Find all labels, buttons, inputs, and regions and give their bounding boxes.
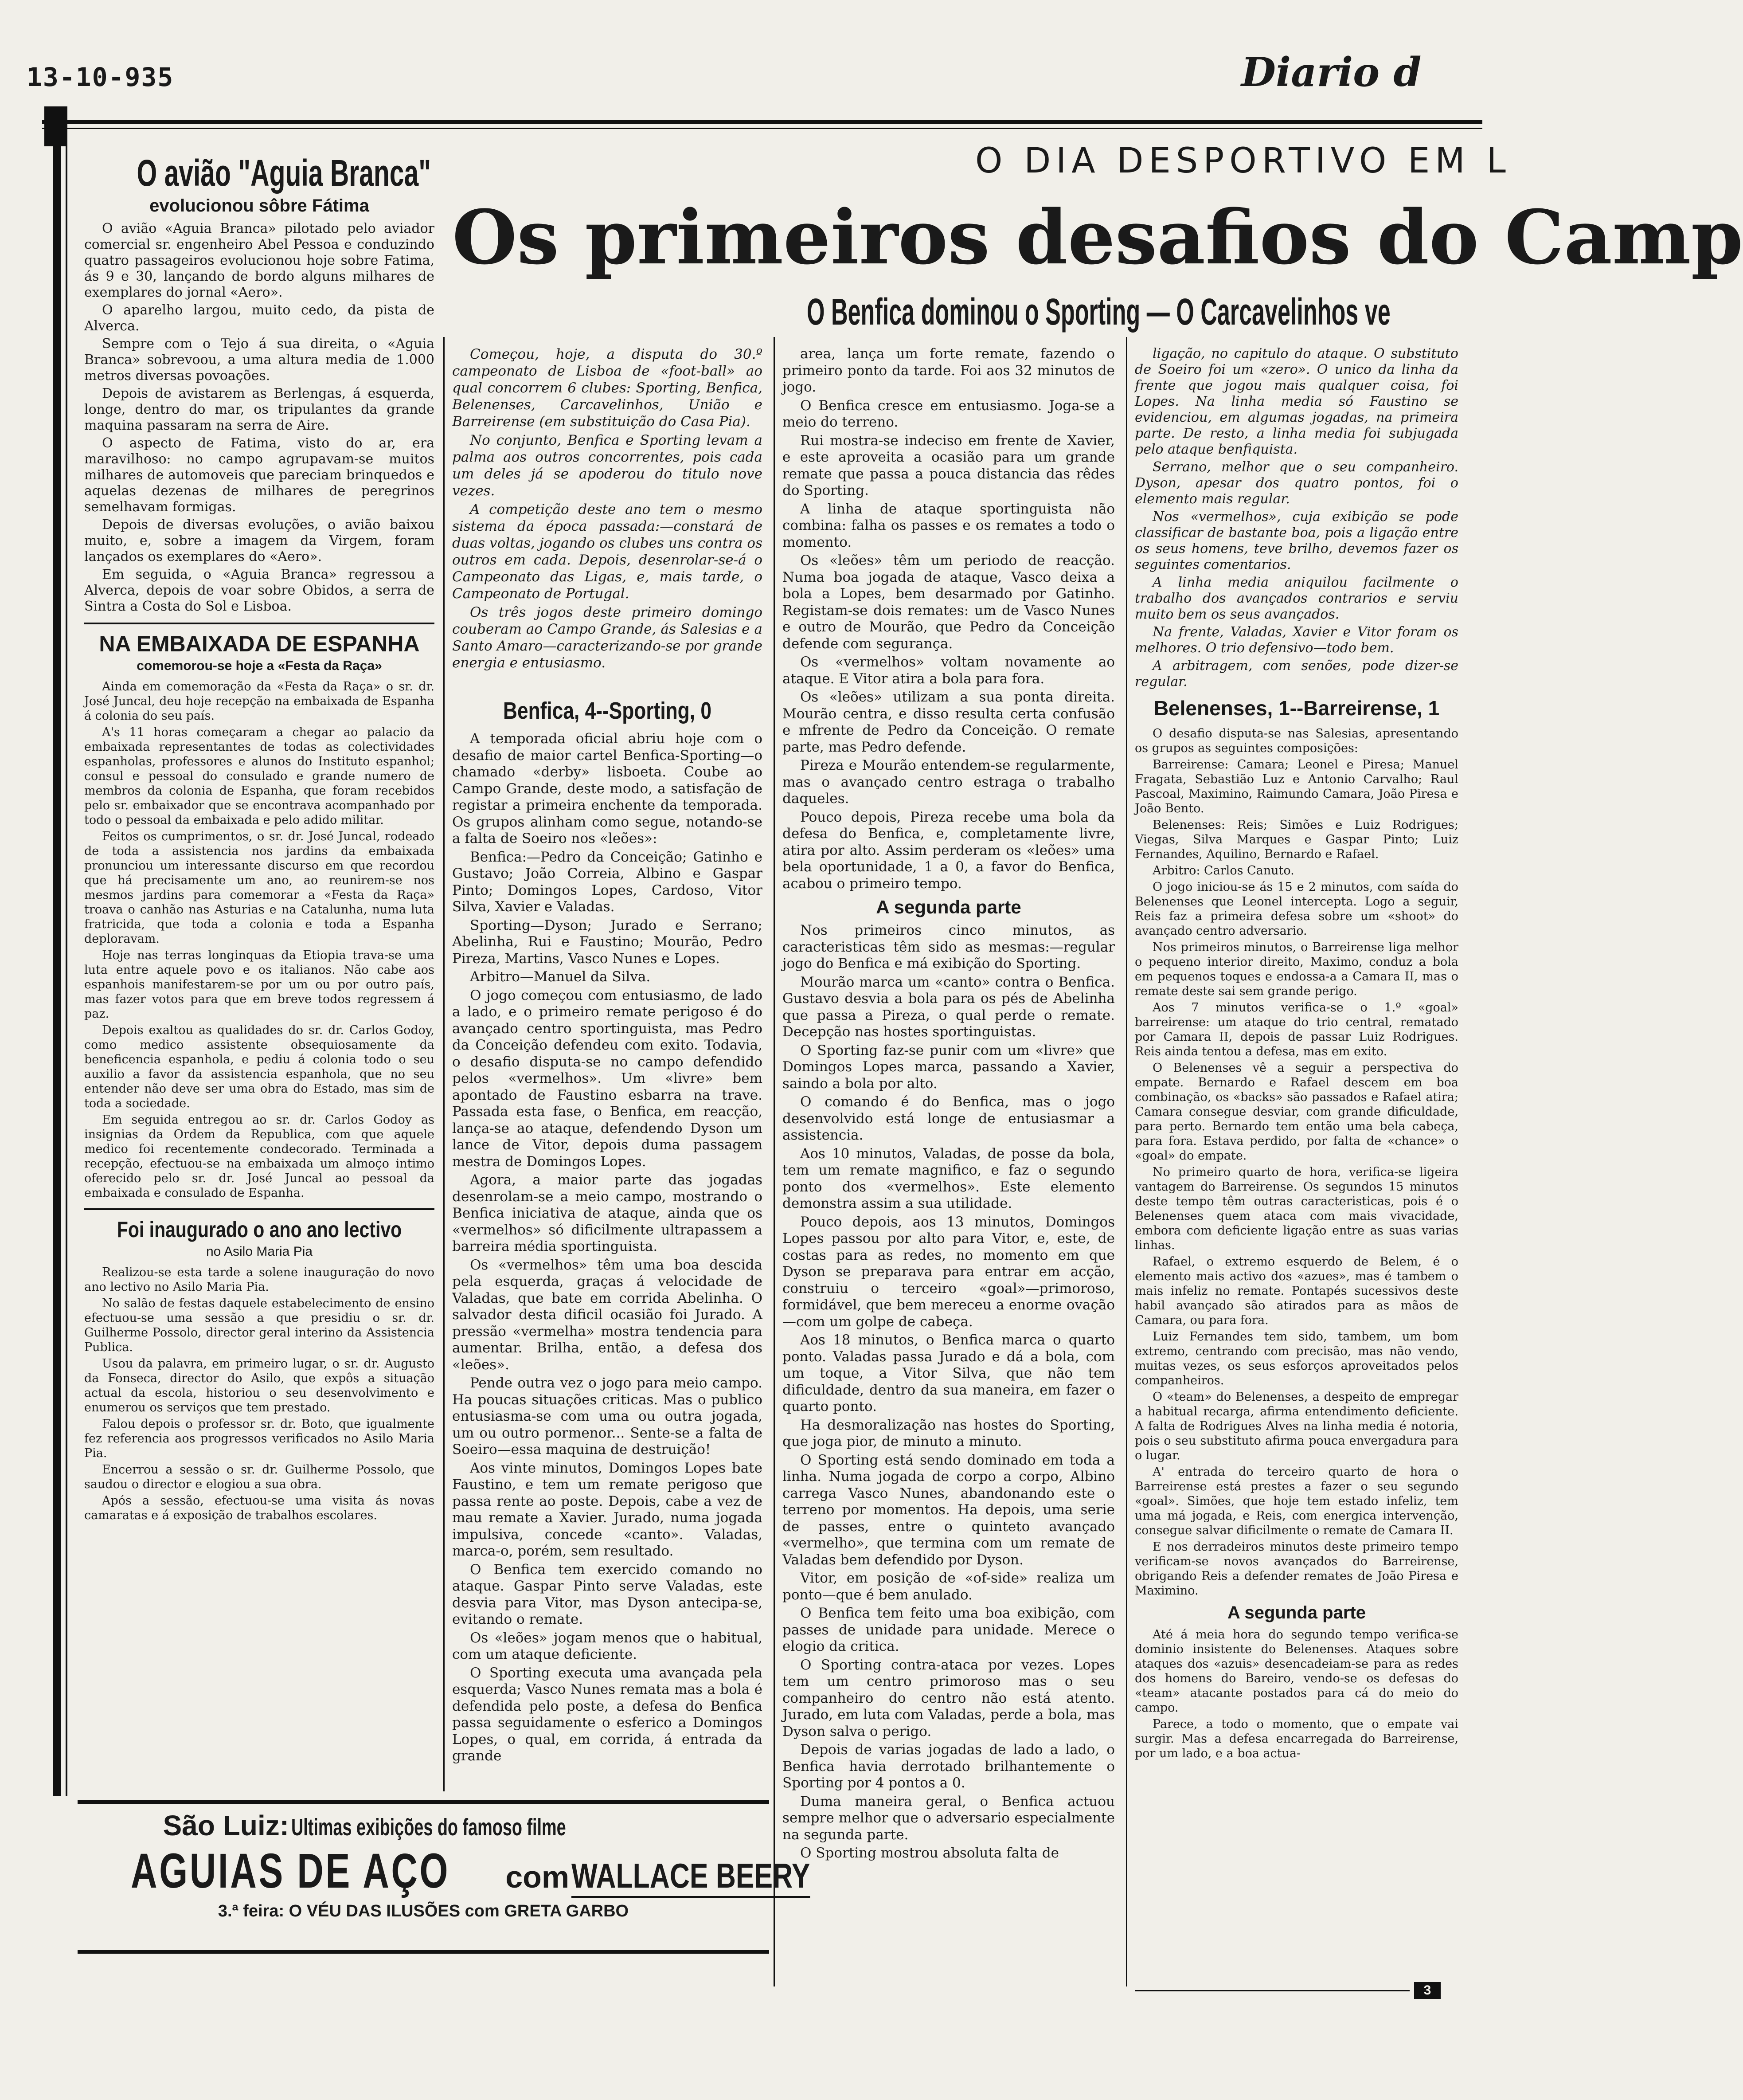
paragraph: Sporting—Dyson; Jurado e Serrano; Abelinha, Rui e Faustino; Mourão, Pedro Pireza, Martins, Vasco Nunes e Lopes. xyxy=(452,917,762,967)
paragraph: Pende outra vez o jogo para meio campo. Ha poucas situações criticas. Mas o publico entusiasma-se com uma ou outra jogada, um ou outro pormenor... Sente-se a falta de Soeiro—essa maquina de destruição! xyxy=(452,1375,762,1457)
left-border-line xyxy=(53,146,61,1796)
paragraph: Falou depois o professor sr. dr. Boto, que igualmente fez referencia aos progressos verificados no Asilo Maria Pia. xyxy=(84,1417,434,1460)
aviao-body xyxy=(84,221,434,615)
paragraph: O Belenenses vê a seguir a perspectiva do empate. Bernardo e Rafael descem em boa combinação, os «backs» são passados e Rafael atira; Camara consegue desviar, com grande dificuldade, para perto. Bernardo tem então uma bela cabeça, para fora. Estava perdido, por falta de «chance» o «goal» do empate. xyxy=(1135,1061,1458,1163)
column-4 xyxy=(1135,346,1458,1763)
paragraph: A competição deste ano tem o mesmo sistema da época passada:—constará de duas voltas, jogando os clubes uns contra os outros em cada. Depois, desenrolar-se-á o Campeonato das Ligas, e, mais tarde, o Campeonato de Portugal. xyxy=(452,501,762,602)
paragraph: Os «vermelhos» têm uma boa descida pela esquerda, graças á velocidade de Valadas, que bate em corrida Abelinha. O salvador desta dificil ocasião foi Jurado. A pressão «vermelha» mostra tendencia para aumentar. Brilha, então, a defesa dos «leões». xyxy=(452,1257,762,1373)
embaixada-subtitle: comemorou-se hoje a «Festa da Raça» xyxy=(137,658,382,673)
paragraph: Realizou-se esta tarde a solene inauguração do novo ano lectivo no Asilo Maria Pia. xyxy=(84,1265,434,1294)
paragraph: O Sporting contra-ataca por vezes. Lopes tem um centro primoroso mas o seu companheiro do centro não está atento. Jurado, em luta com Valadas, perde a bola, mas Dyson salva o perigo. xyxy=(782,1657,1115,1740)
paragraph: Nos «vermelhos», cuja exibição se pode classificar de bastante boa, pois a ligação entre os seus homens, teve brilho, devemos fazer os seguintes comentarios. xyxy=(1135,509,1458,572)
paragraph: No primeiro quarto de hora, verifica-se ligeira vantagem do Barreirense. Os segundos 15 minutos deste tempo têm outras caracteristicas, pois é o Belenenses quem ataca com mais vivacidade, embora com deficiente ligação entre as suas varias linhas. xyxy=(1135,1165,1458,1252)
paragraph: Nos primeiros cinco minutos, as caracteristicas têm sido as mesmas:—regular jogo do Benfica e má exibição do Sporting. xyxy=(782,922,1115,972)
section-divider xyxy=(84,623,434,624)
paragraph: Pouco depois, Pireza recebe uma bola da defesa do Benfica, e, completamente livre, atira por alto. Assim perderam os «leões» uma bela oportunidade, 1 a 0, a favor do Benfica, acabou o primeiro tempo. xyxy=(782,809,1115,892)
column-3 xyxy=(782,346,1115,1864)
paragraph: O aparelho largou, muito cedo, da pista de Alverca. xyxy=(84,302,434,334)
lectivo-subtitle: no Asilo Maria Pia xyxy=(206,1244,313,1259)
benfica-body-2 xyxy=(782,346,1115,892)
paragraph: Vitor, em posição de «of-side» realiza um ponto—que é bem anulado. xyxy=(782,1570,1115,1603)
paragraph: No salão de festas daquele estabelecimento de ensino efectuou-se uma sessão a que presidiu o sr. dr. Guilherme Possolo, director geral interino da Assistencia Publica. xyxy=(84,1297,434,1354)
paragraph: Após a sessão, efectuou-se uma visita ás novas camaratas e á exposição de trabalhos escolares. xyxy=(84,1494,434,1522)
column-2-benfica xyxy=(452,696,762,1767)
paragraph: Depois de diversas evoluções, o avião baixou muito, e, sobre a imagem da Virgem, foram lançados os exemplares do «Aero». xyxy=(84,517,434,564)
sub-headline: O Benfica dominou o Sporting — O Carcavelinhos ve xyxy=(807,291,1391,333)
paragraph: Benfica:—Pedro da Conceição; Gatinho e Gustavo; João Correia, Albino e Gaspar Pinto; Domingos Lopes, Cardoso, Vitor Silva, Xavier e Valadas. xyxy=(452,849,762,915)
header-rule xyxy=(42,120,1482,124)
paragraph: O aspecto de Fatima, visto do ar, era maravilhoso: no campo agrupavam-se muitos milhares de automoveis que pareciam brinquedos e aquelas dezenas de milhares de peregrinos semelhavam formigas. xyxy=(84,435,434,515)
benfica-commentary xyxy=(1135,346,1458,690)
paragraph: O Sporting mostrou absoluta falta de xyxy=(800,1845,1059,1861)
paragraph: Depois de avistarem as Berlengas, á esquerda, longe, dentro do mar, os tripulantes da grande maquina passaram na serra de Aire. xyxy=(84,386,434,433)
main-headline: Os primeiros desafios do Camp xyxy=(452,193,1743,281)
ad-star-name: WALLACE BEERY xyxy=(571,1856,810,1898)
embaixada-body xyxy=(84,679,434,1200)
lectivo-title: Foi inaugurado o ano ano lectivo xyxy=(117,1217,402,1242)
paragraph: Os «vermelhos» voltam novamente ao ataque. E Vitor atira a bola para fora. xyxy=(782,654,1115,687)
ad-next-feature xyxy=(78,1902,769,1921)
belenenses-segunda-title: A segunda parte xyxy=(1227,1603,1366,1622)
paragraph: A's 11 horas começaram a chegar ao palacio da embaixada representantes de todas as colectividades espanholas, professores e alunos do Instituto espanhol; consul e pessoal do consulado e grande numero de membros da colonia de Espanha, que foram recebidos pelo sr. embaixador que se encontrava acompanhado por todo o pessoal da embaixada e pelo adido militar. xyxy=(84,725,434,827)
paragraph: area, lança um forte remate, fazendo o primeiro ponto da tarde. Foi aos 32 minutos de jogo. xyxy=(782,346,1115,395)
paragraph: Pireza e Mourão entendem-se regularmente, mas o avançado centro estraga o trabalho daqueles. xyxy=(782,757,1115,807)
paragraph: A linha media aniquilou facilmente o trabalho dos avançados contrarios e serviu muito bem os seus avançados. xyxy=(1135,575,1458,622)
paragraph: Ha desmoralização nas hostes do Sporting, que joga pior, de minuto a minuto. xyxy=(782,1417,1115,1450)
paragraph: Parece, a todo o momento, que o empate vai surgir. Mas a defesa encarregada do Barreirense, por um lado, e a boa actua- xyxy=(1135,1717,1458,1760)
column-divider xyxy=(774,337,775,1986)
ad-tagline: Ultimas exibições do famoso filme xyxy=(291,1814,566,1841)
benfica-body-3 xyxy=(782,922,1115,1862)
paragraph: Feitos os cumprimentos, o sr. dr. José Juncal, rodeado de toda a assistencia nos jardins da embaixada pronunciou um interessante discurso em que recordou que há precisamente um ano, ao reunirem-se nos mesmos jardins para comemorar a «Festa da Raça» troava o canhão nas Asturias e na Catalunha, numa luta fratricida, que toda a colonia e toda a Espanha deploravam. xyxy=(84,830,434,946)
ad-film-title: AGUIAS DE AÇO xyxy=(131,1844,450,1898)
benfica-body-1 xyxy=(452,731,762,1765)
paragraph: O Benfica tem feito uma boa exibição, com passes de unidade para unidade. Merece o elogio da critica. xyxy=(782,1605,1115,1654)
paragraph: Rafael, o extremo esquerdo de Belem, é o elemento mais activo dos «azues», mas é tambem o mais infeliz no remate. Pontapés sucessivos deste habil avançado são atirados para as mãos de Camara, ou para fora. xyxy=(1135,1255,1458,1327)
paragraph: Luiz Fernandes tem sido, tambem, um bom extremo, centrando com precisão, mas não vendo, muitas vezes, os seus esforços aproveitados pelos companheiros. xyxy=(1135,1330,1458,1387)
left-border-bar xyxy=(44,106,67,146)
paragraph: O avião «Aguia Branca» pilotado pelo aviador comercial sr. engenheiro Abel Pessoa e conduzindo quatro passageiros evolucionou hoje sobre Fatima, ás 9 e 30, lançando de bordo alguns milhares de exemplares do jornal «Aero». xyxy=(84,221,434,300)
paragraph: O Sporting executa uma avançada pela esquerda; Vasco Nunes remata mas a bola é defendida pelo poste, a defesa do Benfica passa seguidamente o esferico a Domingos Lopes, o qual, em corrida, á entrada da grande xyxy=(452,1665,762,1764)
page-date: 13-10-935 xyxy=(27,62,174,92)
column-divider xyxy=(443,337,445,1791)
paragraph: A' entrada do terceiro quarto de hora o Barreirense está prestes a fazer o seu segundo «goal». Simões, que hoje tem estado infeliz, tem uma má jogada, e Reis, com energica intervenção, consegue salvar dificilmente o remate de Camara II. xyxy=(1135,1465,1458,1537)
ad-com: com xyxy=(505,1860,570,1894)
ad-day: 3.ª feira: xyxy=(218,1902,285,1920)
aviao-subtitle: evolucionou sôbre Fátima xyxy=(149,196,369,215)
paragraph: Os «leões» utilizam a sua ponta direita. Mourão centra, e disso resulta certa confusão e mfrente de Pedro da Conceição. O remate parte, mas Pedro defende. xyxy=(782,689,1115,755)
belenenses-title: Belenenses, 1--Barreirense, 1 xyxy=(1153,697,1440,720)
paragraph: Depois exaltou as qualidades do sr. dr. Carlos Godoy, como medico assistente obsequiosamente da beneficencia espanhola, e pediu á colonia todo o seu auxilio a favor da assistencia espanhola, que no seu entender não deve ser uma obra do Estado, mas sim de toda a sociedade. xyxy=(84,1023,434,1110)
paragraph: O Benfica cresce em entusiasmo. Joga-se a meio do terreno. xyxy=(782,397,1115,430)
column-2-intro xyxy=(452,346,762,673)
left-border-line-thin xyxy=(66,146,67,1796)
paragraph: Sempre com o Tejo á sua direita, o «Aguia Branca» sobrevoou, a uma altura media de 1.000 metros diversas povoações. xyxy=(84,336,434,384)
paragraph: O Benfica tem exercido comando no ataque. Gaspar Pinto serve Valadas, este desvia para Vitor, mas Dyson antecipa-se, evitando o remate. xyxy=(452,1561,762,1627)
newspaper-masthead: Diario d xyxy=(1241,49,1422,96)
belenenses-body-2 xyxy=(1135,1627,1458,1761)
paragraph: A temporada oficial abriu hoje com o desafio de maior cartel Benfica-Sporting—o chamado «derby» lisboeta. Coube ao Campo Grande, deste modo, a satisfação de registar a primeira enchente da temporada. Os grupos alinham como segue, notando-se a falta de Soeiro nos «leões»: xyxy=(452,731,762,846)
paragraph: Duma maneira geral, o Benfica actuou sempre melhor que o adversario especialmente na segunda parte. xyxy=(782,1793,1115,1843)
paragraph: Até á meia hora do segundo tempo verifica-se dominio insistente do Belenenses. Ataques sobre ataques dos «azuis» desencadeiam-se para as redes dos homens do Bareiro, vendo-se os defesas do «team» atacante postados para cá do meio do campo. xyxy=(1135,1628,1458,1715)
ad-next-com: com xyxy=(465,1902,500,1920)
benfica-segunda-title: A segunda parte xyxy=(876,897,1021,917)
lectivo-body xyxy=(84,1265,434,1523)
paragraph: Depois de varias jogadas de lado a lado, o Benfica havia derrotado brilhantemente o Sporting por 4 pontos a 0. xyxy=(782,1742,1115,1791)
paragraph: No conjunto, Benfica e Sporting levam a palma aos outros concorrentes, pois cada um deles já se apoderou do titulo nove vezes. xyxy=(452,432,762,499)
paragraph: Serrano, melhor que o seu companheiro. Dyson, apesar dos quatro pontos, foi o elemento mais regular. xyxy=(1135,459,1458,507)
paragraph: Aos 7 minutos verifica-se o 1.º «goal» barreirense: um ataque do trio central, rematado por Camara II, depois de passar Luiz Rodrigues. Reis ainda tentou a defesa, mas em exito. xyxy=(1135,1001,1458,1058)
belenenses-body xyxy=(1135,726,1458,1598)
paragraph: Aos 18 minutos, o Benfica marca o quarto ponto. Valadas passa Jurado e dá a bola, com um toque, a Vitor Silva, que não tem dificuldade, dentro da sua maneira, em fazer o quarto ponto. xyxy=(782,1332,1115,1414)
paragraph: Encerrou a sessão o sr. dr. Guilherme Possolo, que saudou o director e elogiou a sua obra. xyxy=(84,1463,434,1491)
paragraph: O Sporting faz-se punir com um «livre» que Domingos Lopes marca, passando a Xavier, saindo a bola por alto. xyxy=(782,1042,1115,1092)
paragraph: E nos derradeiros minutos deste primeiro tempo verificam-se novos avançados do Barreirense, obrigando Reis a defender remates de João Piresa e Maximino. xyxy=(1135,1540,1458,1598)
paragraph: Arbitro—Manuel da Silva. xyxy=(470,969,651,985)
paragraph: Usou da palavra, em primeiro lugar, o sr. dr. Augusto da Fonseca, director do Asilo, que expôs a situação actual da escola, historiou o seu desenvolvimento e enumerou os serviços que tem prestado. xyxy=(84,1357,434,1414)
paragraph: Ainda em comemoração da «Festa da Raça» o sr. dr. José Juncal, deu hoje recepção na embaixada de Espanha á colonia do seu país. xyxy=(84,680,434,723)
column-1 xyxy=(84,151,434,1524)
paragraph: Em seguida, o «Aguia Branca» regressou a Alverca, depois de voar sobre Obidos, a serra de Sintra a Costa do Sol e Lisboa. xyxy=(84,567,434,614)
paragraph: Aos vinte minutos, Domingos Lopes bate Faustino, e tem um remate perigoso que passa rente ao poste. Depois, cabe a vez de mau remate a Xavier. Jurado, numa jogada impulsiva, concede «canto». Valadas, marca-o, porém, sem resultado. xyxy=(452,1460,762,1559)
section-title: O DIA DESPORTIVO EM L xyxy=(975,141,1511,181)
paragraph: ligação, no capitulo do ataque. O substituto de Soeiro foi um «zero». O unico da linha da frente que jogou mais qualquer coisa, foi Lopes. Na linha media só Faustino se evidenciou, em algumas jogadas, na primeira parte. De resto, a linha media foi subjugada pelo ataque benfiquista. xyxy=(1135,346,1458,457)
paragraph: Rui mostra-se indeciso em frente de Xavier, e este aproveita a ocasião para um grande remate que passa a pouca distancia das rêdes do Sporting. xyxy=(782,432,1115,498)
paragraph: O desafio disputa-se nas Salesias, apresentando os grupos as seguintes composições: xyxy=(1135,727,1458,755)
paragraph: O «team» do Belenenses, a despeito de empregar a habitual recarga, afirma entendimento deficiente. A falta de Rodrigues Alves na linha media é notoria, pois o seu substituto afirma pouca envergadura para o lugar. xyxy=(1135,1390,1458,1462)
ad-next-star: GRETA GARBO xyxy=(504,1902,629,1920)
benfica-title: Benfica, 4--Sporting, 0 xyxy=(503,697,711,724)
paragraph: Mourão marca um «canto» contra o Benfica. Gustavo desvia a bola para os pés de Abelinha que passa a Pireza, o qual perde o remate. Decepção nas hostes sportinguistas. xyxy=(782,974,1115,1040)
embaixada-title: NA EMBAIXADA DE ESPANHA xyxy=(99,631,420,656)
paragraph: Os «leões» têm um periodo de reacção. Numa boa jogada de ataque, Vasco deixa a bola a Lopes, bem desarmado por Gatinho. Registam-se dois remates: um de Vasco Nunes e outro de Mourão, que Pedro da Conceição defende com segurança. xyxy=(782,552,1115,652)
ad-theatre-name: São Luiz: xyxy=(163,1810,289,1841)
paragraph: Os «leões» jogam menos que o habitual, com um ataque deficiente. xyxy=(452,1630,762,1662)
paragraph: Começou, hoje, a disputa do 30.º campeonato de Lisboa de «foot-ball» ao qual concorrem 6 clubes: Sporting, Benfica, Belenenses, Carcavelinhos, União e Barreirense (em substituição do Casa Pia). xyxy=(452,346,762,430)
paragraph: O comando é do Benfica, mas o jogo desenvolvido está longe de entusiasmar a assistencia. xyxy=(782,1094,1115,1143)
paragraph: O Sporting está sendo dominado em toda a linha. Numa jogada de corpo a corpo, Albino carrega Vasco Nunes, abandonando este o terreno por momentos. Ha depois, uma serie de passes, entre o quinteto avançado «vermelho», que termina com um remate de Valadas bem defendido por Dyson. xyxy=(782,1452,1115,1568)
paragraph: Em seguida entregou ao sr. dr. Carlos Godoy as insignias da Ordem da Republica, com que aquele medico foi recentemente condecorado. Terminada a recepção, efectuou-se na embaixada um almoço intimo oferecido pelo sr. dr. José Juncal ao pessoal da embaixada e consulado de Espanha. xyxy=(84,1113,434,1200)
column-divider xyxy=(1126,337,1127,1986)
paragraph: O jogo iniciou-se ás 15 e 2 minutos, com saída do Belenenses que Leonel intercepta. Logo a seguir, Reis faz a primeira defesa sobre um «shoot» do avançado centro adversario. xyxy=(1135,880,1458,938)
paragraph: Nos primeiros minutos, o Barreirense liga melhor o pequeno interior direito, Maximo, conduz a bola em pequenos toques e endossa-a a Camara II, mas o remate deste sai sem grande perigo. xyxy=(1135,940,1458,998)
ad-next-title: O VÉU DAS ILUSÕES xyxy=(289,1902,461,1920)
paragraph: A arbitragem, com senões, pode dizer-se regular. xyxy=(1135,658,1458,690)
paragraph: O jogo começou com entusiasmo, de lado a lado, e o primeiro remate perigoso é do avançado centro sportinguista, mas Pedro da Conceição defendeu com exito. Todavia, o desafio disputa-se no campo defendido pelos «vermelhos». Um «livre» bem apontado de Faustino esbarra na trave. Passada esta fase, o Benfica, em reacção, lança-se ao ataque, defendendo Dyson um lance de Vitor, depois duma passagem mestra de Domingos Lopes. xyxy=(452,987,762,1170)
page-number: 3 xyxy=(1414,1982,1441,1999)
paragraph: Belenenses: Reis; Simões e Luiz Rodrigues; Viegas, Silva Marques e Gaspar Pinto; Luiz Fernandes, Aquilino, Bernardo e Rafael. xyxy=(1135,818,1458,861)
paragraph: Arbitro: Carlos Canuto. xyxy=(1153,864,1294,878)
header-rule-thin xyxy=(42,128,1482,129)
section-divider xyxy=(84,1208,434,1210)
bottom-rule xyxy=(1135,1990,1410,1991)
aviao-title: O avião "Aguia Branca" xyxy=(137,152,431,194)
paragraph: Hoje nas terras longinquas da Etiopia trava-se uma luta entre aquele povo e os italianos. Não cabe aos espanhois manifestarem-se por um ou por outro país, mas fazer votos para que em breve todos regressem á paz. xyxy=(84,948,434,1021)
paragraph: Agora, a maior parte das jogadas desenrolam-se a meio campo, mostrando o Benfica iniciativa de ataque, ainda que os «vermelhos» só dificilmente ultrapassem a barreira média sportinguista. xyxy=(452,1172,762,1254)
paragraph: Na frente, Valadas, Xavier e Vitor foram os melhores. O trio defensivo—todo bem. xyxy=(1135,624,1458,656)
cinema-advertisement xyxy=(78,1800,810,1954)
paragraph: Pouco depois, aos 13 minutos, Domingos Lopes passou por alto para Vitor, e, este, de costas para as redes, no momento em que Dyson se preparava para entrar em acção, construiu o terceiro «goal»—primoroso, formidável, que bem mereceu a enorme ovação—com um golpe de cabeça. xyxy=(782,1214,1115,1330)
paragraph: Barreirense: Camara; Leonel e Piresa; Manuel Fragata, Sebastião Luz e Antonio Carvalho; Raul Pascoal, Maximino, Raimundo Camara, João Piresa e João Bento. xyxy=(1135,758,1458,815)
paragraph: A linha de ataque sportinguista não combina: falha os passes e os remates a todo o momento. xyxy=(782,501,1115,550)
paragraph: Aos 10 minutos, Valadas, de posse da bola, tem um remate magnifico, e faz o segundo ponto dos «vermelhos». Este elemento demonstra assim a sua utilidade. xyxy=(782,1145,1115,1211)
paragraph: Os três jogos deste primeiro domingo couberam ao Campo Grande, ás Salesias e a Santo Amaro—caracterizando-se por grande energia e entusiasmo. xyxy=(452,604,762,671)
